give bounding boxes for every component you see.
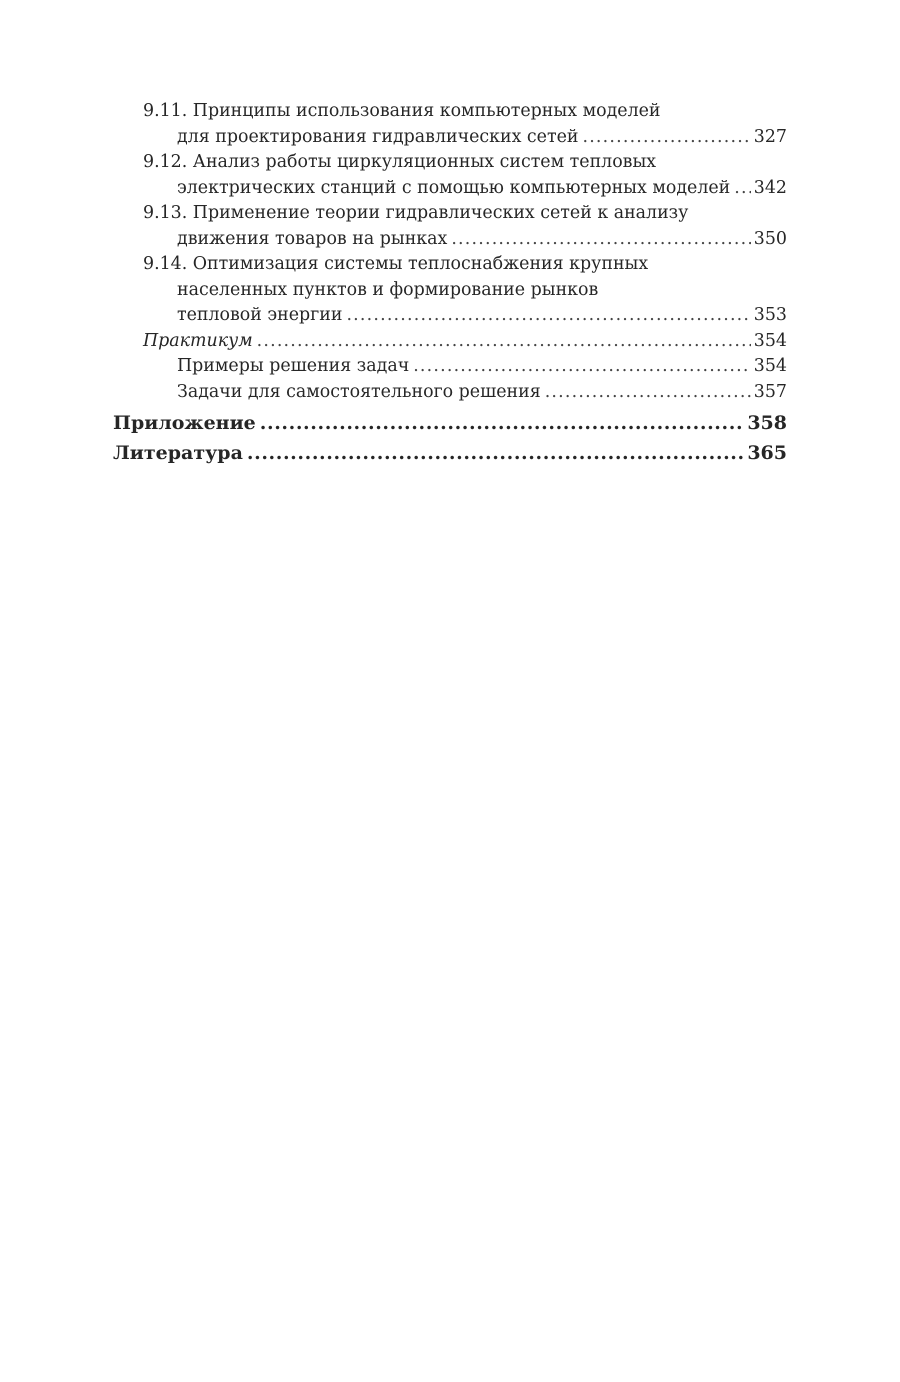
toc-practicum[interactable] [113, 329, 787, 355]
toc-page-number: 365 [747, 442, 787, 464]
toc-entry-9-14-line-1 [113, 252, 787, 278]
toc-page-number: 353 [753, 305, 787, 325]
toc-entry-title: электрических станций с помощью компьютерных моделей [177, 177, 731, 198]
toc-entry-title: населенных пунктов и формирование рынков [177, 279, 599, 300]
toc-entry-9-11-line-2[interactable] [113, 125, 787, 151]
toc-page-number: 358 [747, 412, 787, 434]
toc-page-number: 354 [753, 356, 787, 376]
toc-practicum-item-examples[interactable] [113, 354, 787, 380]
dot-leader [260, 408, 745, 438]
toc-entry-9-11-line-1 [113, 99, 787, 125]
toc-entry-9-13-line-2[interactable] [113, 227, 787, 253]
toc-literature[interactable] [113, 438, 787, 468]
dot-leader [413, 354, 751, 380]
toc-practicum-item-tasks[interactable] [113, 380, 787, 406]
toc-page-number: 342 [753, 177, 787, 198]
toc-entry-title: Задачи для самостоятельного решения [177, 381, 541, 402]
toc-page-number: 357 [753, 381, 787, 402]
toc-appendix-title: Приложение [113, 412, 256, 434]
toc-appendix[interactable] [113, 408, 787, 438]
toc-entry-title: Примеры решения задач [177, 356, 410, 376]
dot-leader [734, 176, 751, 202]
toc-entry-9-14-line-2 [113, 278, 787, 304]
dot-leader [545, 380, 751, 406]
toc-entry-9-12-line-1 [113, 150, 787, 176]
toc-entry-title: для проектирования гидравлических сетей [177, 126, 579, 147]
toc-practicum-title: Практикум [143, 330, 253, 351]
toc-entry-title: 9.14. Оптимизация системы теплоснабжения крупных [143, 254, 649, 274]
dot-leader [257, 329, 751, 355]
dot-leader [451, 227, 750, 253]
toc-entry-9-14-line-3[interactable] [113, 303, 787, 329]
toc-entry-9-13-line-1 [113, 201, 787, 227]
toc-entry-title: движения товаров на рынках [177, 228, 448, 249]
toc-page-number: 354 [753, 330, 787, 351]
dot-leader [247, 438, 744, 468]
table-of-contents [113, 99, 787, 468]
toc-entry-title: тепловой энергии [177, 305, 343, 325]
toc-entry-title: 9.12. Анализ работы циркуляционных систем тепловых [143, 152, 657, 172]
dot-leader [582, 125, 750, 151]
toc-entry-title: 9.11. Принципы использования компьютерных моделей [143, 101, 661, 121]
toc-literature-title: Литература [113, 442, 243, 464]
toc-entry-9-12-line-2[interactable] [113, 176, 787, 202]
toc-entry-title: 9.13. Применение теории гидравлических сетей к анализу [143, 203, 689, 223]
toc-page-number: 350 [753, 228, 787, 249]
toc-page-number: 327 [753, 126, 787, 147]
dot-leader [346, 303, 750, 329]
